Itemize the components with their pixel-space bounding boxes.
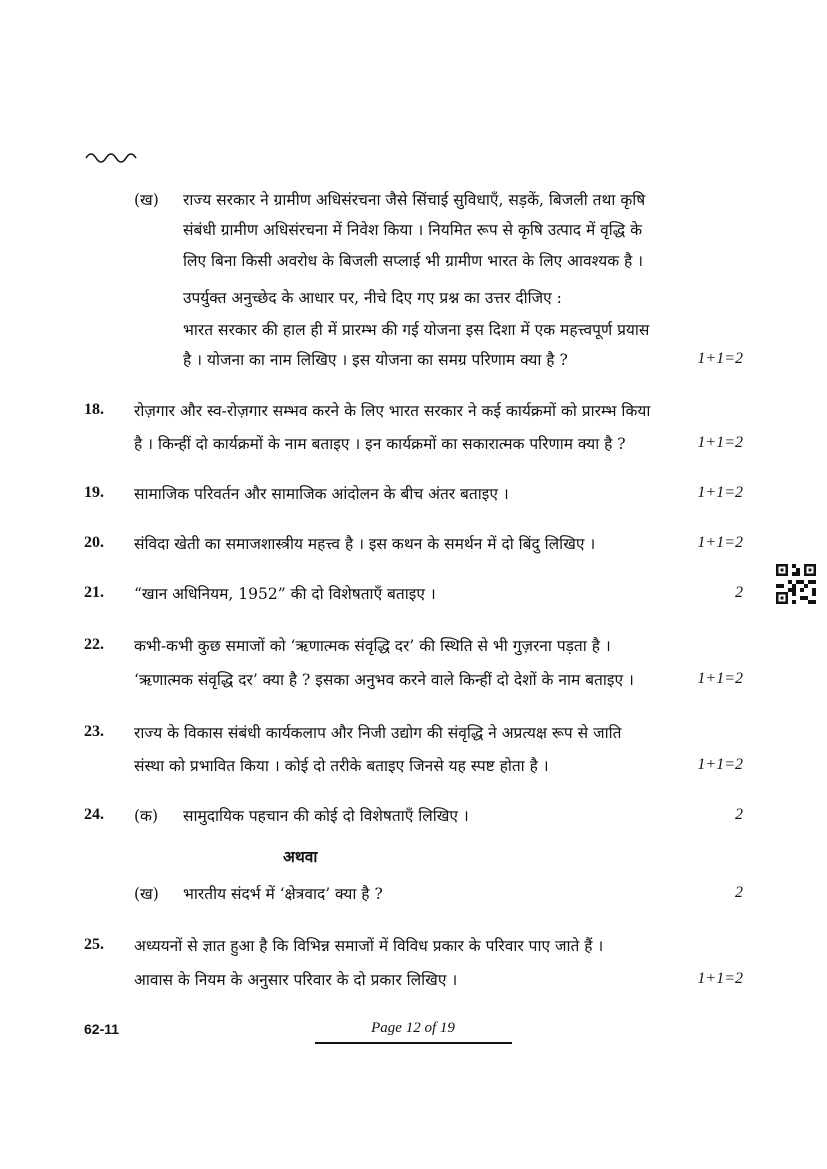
q19-text: सामाजिक परिवर्तन और सामाजिक आंदोलन के बीच अंतर बताइए ।: [134, 485, 509, 503]
qr-code-icon: [776, 564, 816, 604]
wave-mark: [84, 150, 144, 170]
q17b-line-1: राज्य सरकार ने ग्रामीण अधिसंरचना जैसे सिंचाई सुविधाएँ, सड़कें, बिजली तथा कृषि: [183, 191, 646, 209]
q24b-marks: 2: [735, 884, 743, 901]
q25-line-2: आवास के नियम के अनुसार परिवार के दो प्रकार लिखिए ।: [134, 971, 458, 989]
q22-marks: 1+1=2: [697, 670, 743, 687]
page-number: Page 12 of 19: [371, 1020, 455, 1036]
q24a-label: (क): [134, 807, 158, 825]
q17b-line-5: भारत सरकार की हाल ही में प्रारम्भ की गई योजना इस दिशा में एक महत्त्वपूर्ण प्रयास: [183, 321, 650, 339]
q21-text: “खान अधिनियम, 1952” की दो विशेषताएँ बताइए ।: [134, 585, 436, 603]
q24a-marks: 2: [735, 806, 743, 823]
q20-number: 20.: [84, 534, 104, 551]
q18-number: 18.: [84, 401, 104, 418]
q23-number: 23.: [84, 723, 104, 740]
q17b-line-2: संबंधी ग्रामीण अधिसंरचना में निवेश किया । नियमित रूप से कृषि उत्पाद में वृद्धि के: [183, 221, 642, 239]
q18-line-1: रोज़गार और स्व-रोज़गार सम्भव करने के लिए भारत सरकार ने कई कार्यक्रमों को प्रारम्भ किया: [134, 402, 651, 420]
q17b-line-6: है । योजना का नाम लिखिए । इस योजना का समग्र परिणाम क्या है ?: [183, 351, 568, 369]
q17b-marks: 1+1=2: [697, 350, 743, 367]
q18-marks: 1+1=2: [697, 434, 743, 451]
q20-text: संविदा खेती का समाजशास्त्रीय महत्त्व है । इस कथन के समर्थन में दो बिंदु लिखिए ।: [134, 535, 596, 553]
q24b-text: भारतीय संदर्भ में ‘क्षेत्रवाद’ क्या है ?: [183, 885, 383, 903]
q17b-line-3: लिए बिना किसी अवरोध के बिजली सप्लाई भी ग्रामीण भारत के लिए आवश्यक है ।: [183, 252, 644, 270]
q25-marks: 1+1=2: [697, 970, 743, 987]
q25-number: 25.: [84, 936, 104, 953]
wave-icon: [84, 150, 144, 166]
q21-marks: 2: [735, 584, 743, 601]
q24-or: अथवा: [283, 847, 318, 866]
q22-number: 22.: [84, 636, 104, 653]
q24-number: 24.: [84, 806, 104, 823]
qr-code: [776, 564, 816, 608]
q19-marks: 1+1=2: [697, 484, 743, 501]
q17b-label: (ख): [134, 191, 159, 209]
paper-code: 62-11: [84, 1021, 120, 1037]
q17b-line-4: उपर्युक्त अनुच्छेद के आधार पर, नीचे दिए गए प्रश्न का उत्तर दीजिए :: [183, 289, 562, 307]
q22-line-2: ‘ऋणात्मक संवृद्धि दर’ क्या है ? इसका अनुभव करने वाले किन्हीं दो देशों के नाम बताइए ।: [134, 671, 634, 689]
q19-number: 19.: [84, 484, 104, 501]
q23-line-1: राज्य के विकास संबंधी कार्यकलाप और निजी उद्योग की संवृद्धि ने अप्रत्यक्ष रूप से जाति: [134, 724, 622, 742]
q24a-text: सामुदायिक पहचान की कोई दो विशेषताएँ लिखिए ।: [183, 807, 469, 825]
footer-rule: [315, 1042, 512, 1044]
q18-line-2: है । किन्हीं दो कार्यक्रमों के नाम बताइए । इन कार्यक्रमों का सकारात्मक परिणाम क्या है ?: [134, 435, 626, 453]
q23-line-2: संस्था को प्रभावित किया । कोई दो तरीके बताइए जिनसे यह स्पष्ट होता है ।: [134, 757, 549, 775]
q21-number: 21.: [84, 584, 104, 601]
q22-line-1: कभी-कभी कुछ समाजों को ‘ऋणात्मक संवृद्धि दर’ की स्थिति से भी गुज़रना पड़ता है ।: [134, 637, 611, 655]
q24b-label: (ख): [134, 885, 159, 903]
q23-marks: 1+1=2: [697, 756, 743, 773]
q20-marks: 1+1=2: [697, 534, 743, 551]
q25-line-1: अध्ययनों से ज्ञात हुआ है कि विभिन्न समाजों में विविध प्रकार के परिवार पाए जाते हैं ।: [134, 937, 604, 955]
